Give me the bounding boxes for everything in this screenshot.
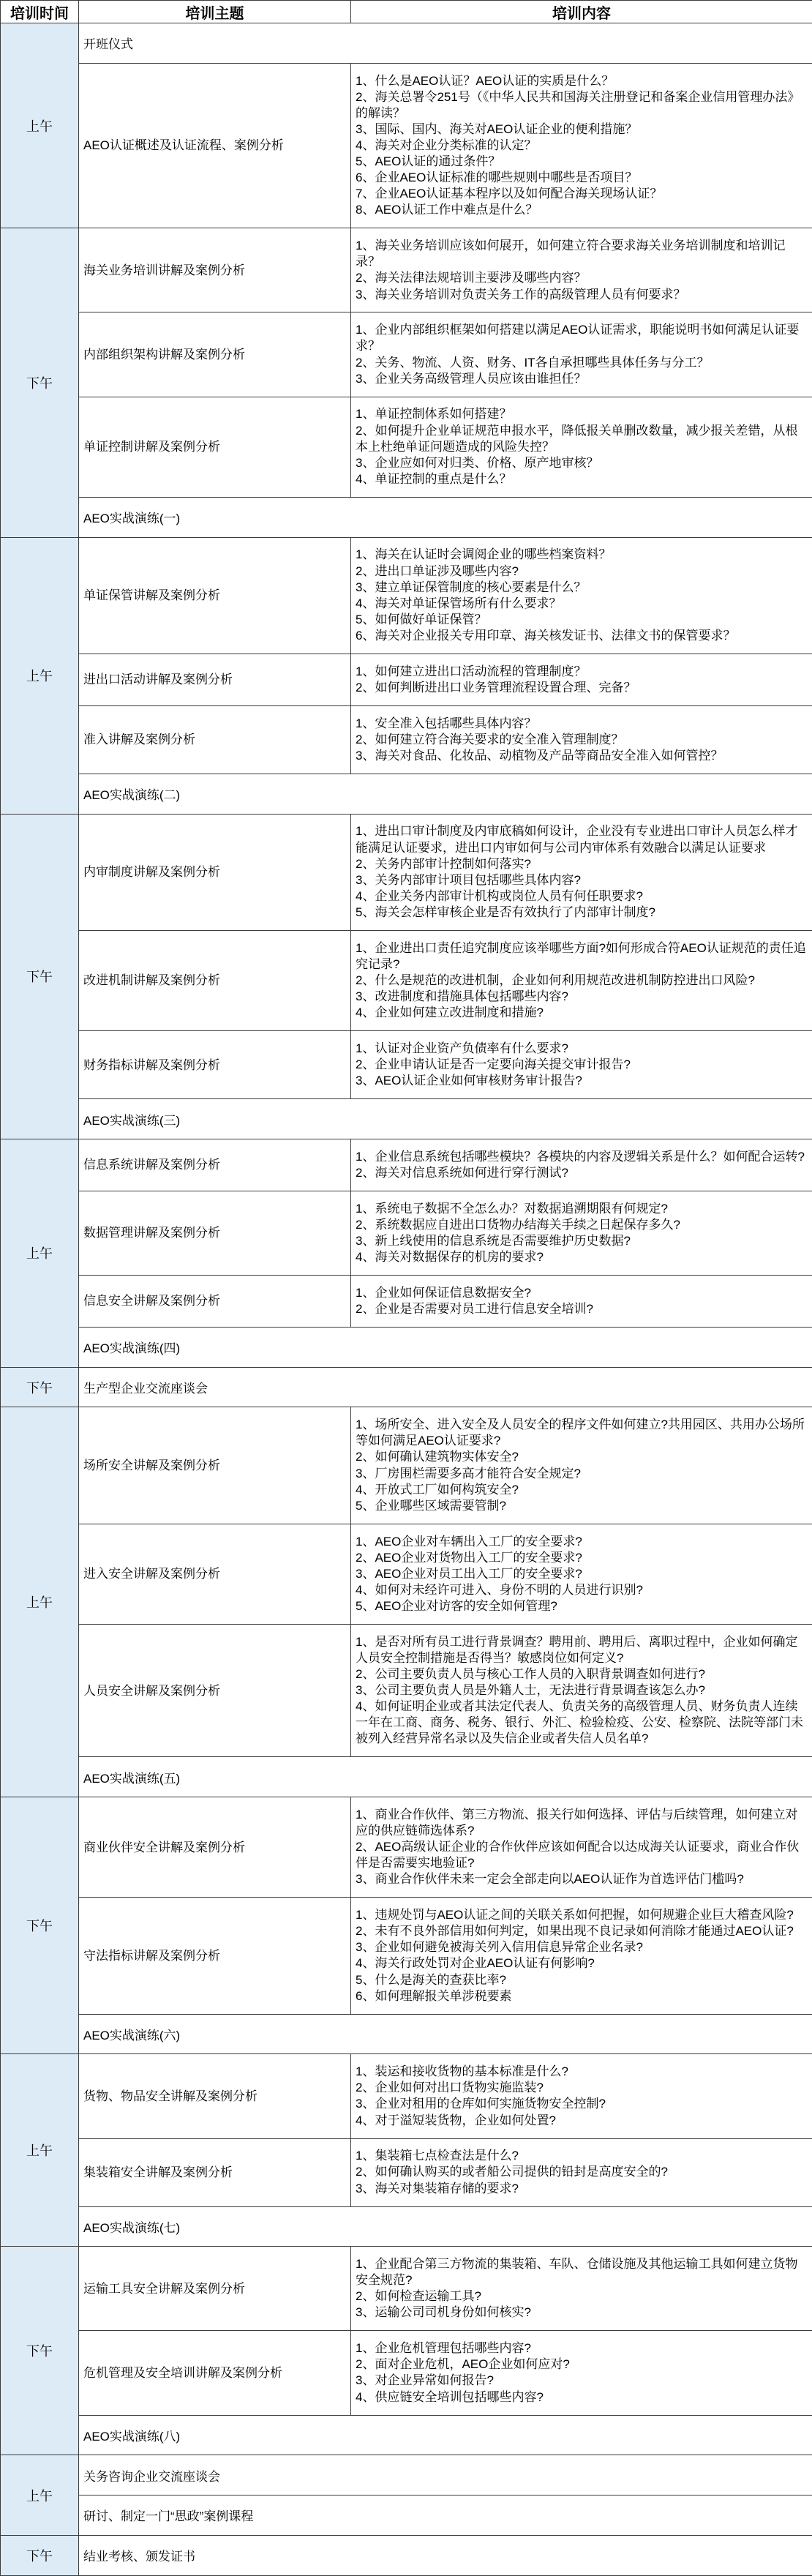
session-time-cell: 下午 [1,2247,79,2455]
content-item: 5、企业哪些区域需要管制? [356,1498,506,1513]
content-cell [351,1191,812,1275]
schedule-topic-row [1,63,812,228]
schedule-topic-row [1,312,812,397]
session-time-cell: 下午 [1,1367,79,1407]
content-item: 2、海关对信息系统如何进行穿行测试? [356,1165,568,1180]
schedule-topic-row [1,2331,812,2415]
content-item: 1、企业进出口责任追究制度应该举哪些方面?如何形成合符AEO认证规范的责任追究记录? [356,940,806,971]
schedule-topic-row [1,1275,812,1327]
content-item: 4、如何对未经许可进入、身份不明的人员进行识别? [356,1582,643,1597]
schedule-topic-row [1,2247,812,2331]
session-note-cell: AEO实战演练(四) [79,1327,812,1367]
topic-cell: 海关业务培训讲解及案例分析 [79,228,351,312]
content-cell [351,2138,812,2206]
topic-cell: 财务指标讲解及案例分析 [79,1031,351,1099]
content-item: 3、国际、国内、海关对AEO认证企业的便利措施？ [356,121,638,136]
content-item: 2、海关总署令251号（《中华人民共和国海关注册登记和备案企业信用管理办法》的解读？ [356,89,800,120]
session-time-cell: 下午 [1,1797,79,2054]
content-item: 3、企业应如何对归类、价格、原产地审核？ [356,455,599,470]
topic-cell: 集装箱安全讲解及案例分析 [79,2138,351,2206]
content-cell [351,1797,812,1898]
content-item: 1、安全准入包括哪些具体内容？ [356,716,537,730]
schedule-note-row [1,774,812,814]
schedule-topic-row [1,2138,812,2206]
schedule-note-row [1,2535,812,2575]
content-cell [351,1407,812,1524]
content-item: 4、企业关务内部审计机构或岗位人员有何任职要求? [356,888,643,903]
content-item: 2、海关法律法规培训主要涉及哪些内容？ [356,271,587,285]
content-item: 4、供应链安全培训包括哪些内容? [356,2389,544,2404]
topic-cell: 货物、物品安全讲解及案例分析 [79,2054,351,2138]
content-cell [351,397,812,497]
content-cell [351,1524,812,1624]
schedule-topic-row [1,2054,812,2138]
content-cell [351,1624,812,1756]
schedule-note-row [1,2014,812,2054]
content-cell [351,1139,812,1191]
content-item: 1、场所安全、进入安全及人员安全的程序文件如何建立?共用园区、共用办公场所等如何满足AEO认证要求? [356,1418,805,1448]
content-item: 3、企业关务高级管理人员应该由谁担任？ [356,371,587,386]
session-time-cell: 上午 [1,537,79,814]
content-item: 3、AEO认证企业如何审核财务审计报告? [356,1074,582,1088]
schedule-note-row [1,1367,812,1407]
content-item: 4、开放式工厂如何构筑安全? [356,1482,519,1497]
header-row [1,1,812,23]
content-item: 5、AEO企业对访客的安全如何管理? [356,1598,557,1613]
schedule-topic-row [1,1139,812,1191]
content-item: 4、对于溢短装货物，企业如何处置? [356,2113,556,2127]
schedule-topic-row [1,930,812,1030]
session-note-cell: AEO实战演练(七) [79,2206,812,2247]
schedule-note-row [1,2496,812,2536]
session-note-cell: 关务咨询企业交流座谈会 [79,2455,812,2496]
content-item: 2、如何提升企业单证规范申报水平，降低报关单删改数量，减少报关差错，从根本上杜绝单证问题造成的风险失控？ [356,423,798,454]
topic-cell: 运输工具安全讲解及案例分析 [79,2247,351,2331]
content-item: 3、商业合作伙伴未来一定会全部走向以AEO认证作为首选评估门槛吗? [356,1872,744,1887]
content-cell [351,1898,812,2014]
content-cell [351,2331,812,2415]
content-item: 2、进出口单证涉及哪些内容? [356,564,519,578]
content-item: 4、企业如何建立改进制度和措施? [356,1006,544,1020]
content-item: 4、海关对单证保管场所有什么要求？ [356,596,562,610]
content-item: 2、如何建立符合海关要求的安全准入管理制度？ [356,732,624,746]
schedule-note-row [1,2415,812,2455]
content-item: 1、违规处罚与AEO认证之间的关联关系如何把握，如何规避企业巨大稽查风险? [356,1908,794,1922]
schedule-topic-row [1,705,812,774]
schedule-topic-row [1,1797,812,1898]
content-item: 1、如何建立进出口活动流程的管理制度？ [356,664,587,678]
schedule-note-row [1,1099,812,1139]
content-item: 2、如何确认购买的或者船公司提供的铅封是高度安全的? [356,2165,668,2179]
content-item: 3、企业如何避免被海关列入信用信息异常企业名录? [356,1940,643,1955]
content-item: 4、海关行政处罚对企业AEO认证有何影响? [356,1956,595,1971]
content-item: 5、如何做好单证保管？ [356,612,487,626]
schedule-note-row [1,497,812,537]
session-time-cell: 上午 [1,2455,79,2536]
topic-cell: 场所安全讲解及案例分析 [79,1407,351,1524]
content-cell [351,312,812,397]
content-cell [351,814,812,930]
content-cell [351,1275,812,1327]
header-topic: 培训主题 [79,1,351,23]
content-item: 3、海关对集装箱存储的要求? [356,2181,519,2195]
content-item: 2、企业申请认证是否一定要向海关提交审计报告? [356,1057,631,1072]
topic-cell: 内部组织架构讲解及案例分析 [79,312,351,397]
topic-cell: 改进机制讲解及案例分析 [79,930,351,1030]
content-item: 6、企业AEO认证标准的哪些规则中哪些是否项目？ [356,171,638,185]
content-item: 1、AEO企业对车辆出入工厂的安全要求? [356,1534,582,1549]
content-item: 2、关务内部审计控制如何落实? [356,856,531,871]
content-item: 2、系统数据应自进出口货物办结海关手续之日起保存多久? [356,1217,680,1232]
content-item: 3、运输公司司机身份如何核实? [356,2305,531,2320]
content-item: 2、什么是规范的改进机制，企业如何利用规范改进机制防控进出口风险? [356,973,755,987]
content-item: 3、新上线使用的信息系统是否需要维护历史数据? [356,1233,631,1248]
session-time-cell: 上午 [1,1139,79,1367]
content-item: 1、商业合作伙伴、第三方物流、报关行如何选择、评估与后续管理，如何建立对应的供应链筛选体系? [356,1807,798,1838]
topic-cell: 守法指标讲解及案例分析 [79,1898,351,2014]
content-item: 1、什么是AEO认证？AEO认证的实质是什么？ [356,73,614,88]
session-note-cell: AEO实战演练(一) [79,497,812,537]
content-item: 1、海关业务培训应该如何展开，如何建立符合要求海关业务培训制度和培训记录？ [356,239,786,269]
content-item: 3、关务内部审计项目包括哪些具体内容? [356,872,581,887]
content-item: 2、企业是否需要对员工进行信息安全培训? [356,1301,593,1316]
content-item: 1、企业配合第三方物流的集装箱、车队、仓储设施及其他运输工具如何建立货物安全规范? [356,2257,798,2288]
topic-cell: 准入讲解及案例分析 [79,705,351,774]
schedule-note-row [1,1757,812,1797]
topic-cell: 单证保管讲解及案例分析 [79,537,351,654]
schedule-topic-row [1,537,812,654]
content-item: 1、企业内部组织框架如何搭建以满足AEO认证需求，职能说明书如何满足认证要求？ [356,323,800,353]
session-note-cell: AEO实战演练(二) [79,774,812,814]
schedule-topic-row [1,1624,812,1756]
content-item: 1、是否对所有员工进行背景调查？聘用前、聘用后、离职过程中，企业如何确定人员安全控制措施是否得当？敏感岗位如何定义? [356,1634,798,1665]
session-note-cell: 生产型企业交流座谈会 [79,1367,812,1407]
content-cell [351,63,812,228]
content-cell [351,537,812,654]
schedule-topic-row [1,397,812,497]
content-item: 1、企业信息系统包括哪些模块？各模块的内容及逻辑关系是什么？如何配合运转? [356,1149,805,1164]
content-item: 3、厂房围栏需要多高才能符合安全规定? [356,1466,581,1480]
header-time: 培训时间 [1,1,79,23]
session-note-cell: AEO实战演练(八) [79,2415,812,2455]
content-cell [351,228,812,312]
schedule-topic-row [1,654,812,705]
content-cell [351,654,812,705]
content-item: 4、海关对企业分类标准的认定？ [356,138,537,152]
content-item: 3、建立单证保管制度的核心要素是什么？ [356,580,587,594]
content-cell [351,705,812,774]
content-item: 3、海关业务培训对负责关务工作的高级管理人员有何要求？ [356,287,686,302]
session-time-cell: 上午 [1,2054,79,2247]
header-content: 培训内容 [351,1,812,23]
content-item: 2、AEO高级认证企业的合作伙伴应该如何配合以达成海关认证要求，商业合作伙伴是否需要实地验证? [356,1840,800,1871]
content-item: 3、公司主要负责人员是外籍人士，无法进行背景调查该怎么办? [356,1683,705,1698]
session-note-cell: AEO实战演练(五) [79,1757,812,1797]
content-item: 1、单证控制体系如何搭建？ [356,407,512,422]
schedule-topic-row [1,228,812,312]
content-item: 2、面对企业危机，AEO企业如何应对? [356,2357,570,2372]
schedule-topic-row [1,1524,812,1624]
content-item: 1、进出口审计制度及内审底稿如何设计，企业没有专业进出口审计人员怎么样才能满足认证要求，进出口内审如何与公司内审体系有效融合以满足认证要求 [356,824,798,855]
topic-cell: 信息系统讲解及案例分析 [79,1139,351,1191]
content-item: 6、如何理解报关单涉税要素 [356,1988,512,2003]
session-time-cell: 上午 [1,23,79,228]
content-item: 3、AEO企业对员工出入工厂的安全要求? [356,1566,582,1581]
content-item: 2、企业如何对出口货物实施监装? [356,2081,544,2095]
schedule-note-row [1,2206,812,2247]
topic-cell: 单证控制讲解及案例分析 [79,397,351,497]
topic-cell: 危机管理及安全培训讲解及案例分析 [79,2331,351,2415]
topic-cell: AEO认证概述及认证流程、案例分析 [79,63,351,228]
session-time-cell: 下午 [1,2535,79,2575]
content-item: 1、系统电子数据不全怎么办？对数据追溯期限有何规定? [356,1201,668,1216]
content-cell [351,930,812,1030]
content-item: 1、集装箱七点检查法是什么? [356,2149,519,2163]
topic-cell: 人员安全讲解及案例分析 [79,1624,351,1756]
session-note-cell: 研讨、制定一门“思政”案例课程 [79,2496,812,2536]
topic-cell: 内审制度讲解及案例分析 [79,814,351,930]
schedule-note-row [1,2455,812,2496]
content-item: 5、AEO认证的通过条件？ [356,154,501,169]
session-note-cell: 结业考核、颁发证书 [79,2535,812,2575]
schedule-topic-row [1,1898,812,2014]
content-item: 2、关务、物流、人资、财务、IT各自承担哪些具体任务与分工？ [356,355,710,370]
topic-cell: 进出口活动讲解及案例分析 [79,654,351,705]
content-item: 8、AEO认证工作中难点是什么？ [356,203,538,217]
schedule-note-row [1,23,812,64]
content-item: 2、AEO企业对货物出入工厂的安全要求? [356,1550,582,1565]
schedule-topic-row [1,1191,812,1275]
topic-cell: 数据管理讲解及案例分析 [79,1191,351,1275]
topic-cell: 商业伙伴安全讲解及案例分析 [79,1797,351,1898]
content-item: 7、企业AEO认证基本程序以及如何配合海关现场认证？ [356,187,663,201]
content-item: 2、如何确认建筑物实体安全? [356,1450,519,1464]
schedule-topic-row [1,1031,812,1099]
session-time-cell: 下午 [1,814,79,1139]
content-item: 4、海关对数据保存的机房的要求? [356,1250,544,1264]
content-cell [351,2054,812,2138]
content-item: 3、海关对食品、化妆品、动植物及产品等商品安全准入如何管控？ [356,748,723,763]
content-item: 3、企业对租用的仓库如何实施货物安全控制? [356,2097,606,2111]
content-item: 4、单证控制的重点是什么？ [356,471,512,486]
session-note-cell: AEO实战演练(六) [79,2014,812,2054]
content-item: 1、企业危机管理包括哪些内容? [356,2341,531,2356]
content-item: 2、未有不良外部信用如何判定，如果出现不良记录如何消除才能通过AEO认证? [356,1924,794,1939]
session-note-cell: AEO实战演练(三) [79,1099,812,1139]
content-item: 5、什么是海关的查获比率? [356,1972,506,1987]
content-cell [351,2247,812,2331]
schedule-note-row [1,1327,812,1367]
content-item: 1、装运和接收货物的基本标准是什么? [356,2064,568,2079]
content-item: 3、改进制度和措施具体包括哪些内容? [356,989,568,1004]
content-item: 6、海关对企业报关专用印章、海关核发证书、法律文书的保管要求？ [356,628,736,643]
session-note-cell: 开班仪式 [79,23,812,64]
content-item: 1、海关在认证时会调阅企业的哪些档案资料？ [356,547,612,562]
content-cell [351,1031,812,1099]
content-item: 5、海关会怎样审核企业是否有效执行了内部审计制度? [356,905,655,919]
content-item: 1、认证对企业资产负债率有什么要求? [356,1041,568,1055]
content-item: 3、对企业异常如何报告? [356,2373,494,2388]
content-item: 2、如何判断进出口业务管理流程设置合理、完备？ [356,680,636,694]
content-item: 4、如何证明企业或者其法定代表人、负责关务的高级管理人员、财务负责人连续一年在工商、商务、税务、银行、外汇、检验检疫、公安、检察院、法院等部门未被列入经营异常名录以及失信企业或者失信人员名单? [356,1699,803,1746]
topic-cell: 进入安全讲解及案例分析 [79,1524,351,1624]
schedule-topic-row [1,814,812,930]
session-time-cell: 上午 [1,1407,79,1797]
session-time-cell: 下午 [1,228,79,537]
content-item: 2、公司主要负责人员与核心工作人员的入职背景调查如何进行? [356,1667,705,1681]
content-item: 2、如何检查运输工具? [356,2289,481,2304]
content-item: 1、企业如何保证信息数据安全? [356,1285,531,1300]
schedule-topic-row [1,1407,812,1524]
topic-cell: 信息安全讲解及案例分析 [79,1275,351,1327]
